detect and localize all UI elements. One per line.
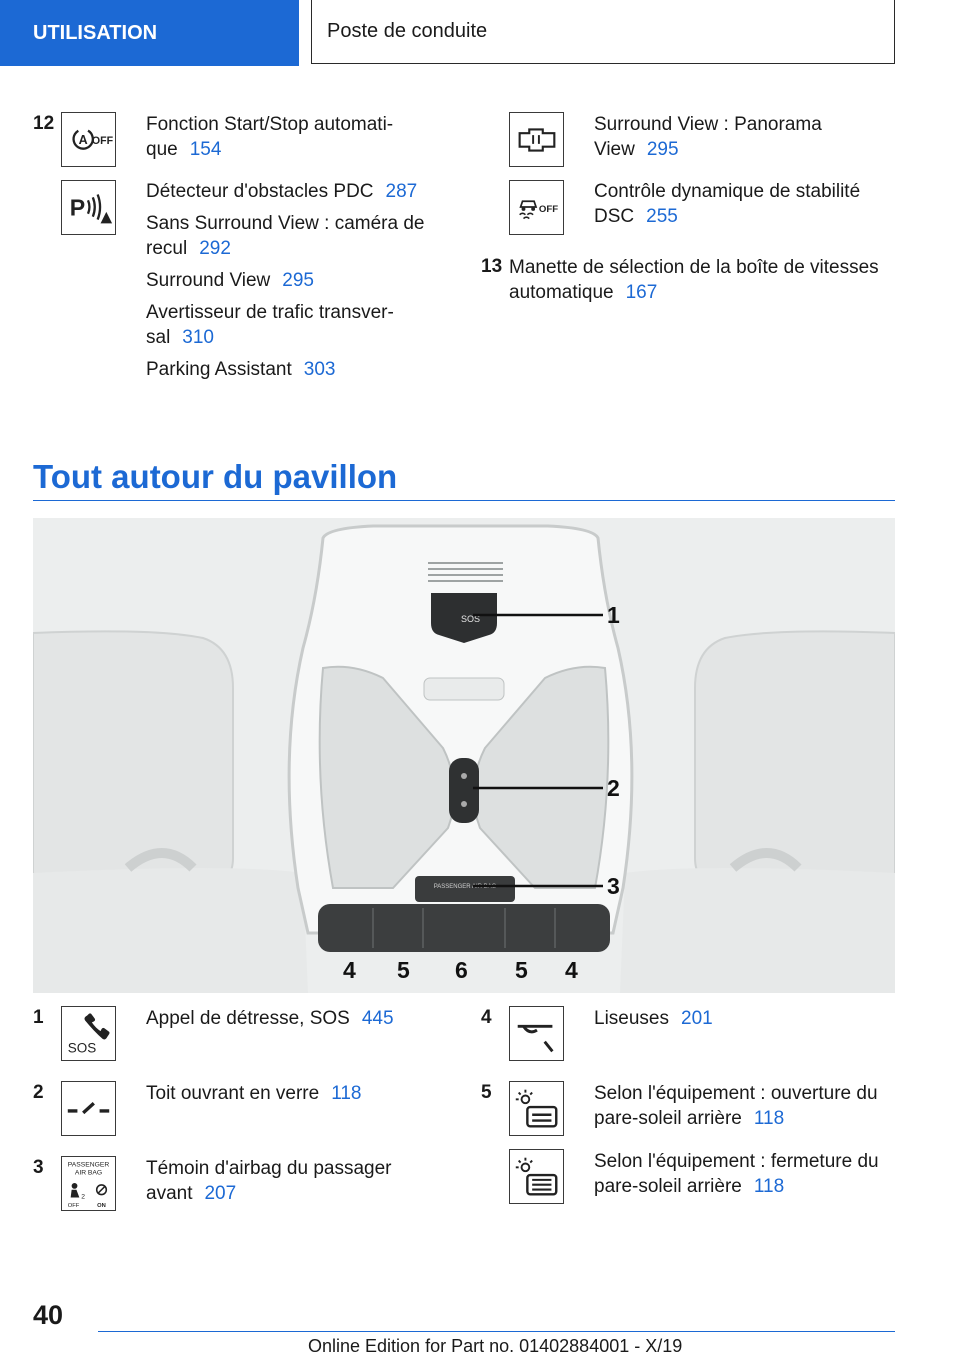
parking-assistant-entry	[146, 357, 446, 382]
glass-sunroof-icon	[61, 1081, 116, 1136]
entry-text: Parking Assistant	[146, 359, 292, 380]
page-link[interactable]: 295	[282, 270, 314, 291]
page-link[interactable]: 118	[331, 1083, 362, 1104]
entry-text: Témoin d'airbag du passager avant	[146, 1158, 392, 1204]
entry-number: 5	[481, 1082, 492, 1103]
airbag-entry	[146, 1156, 466, 1206]
overhead-console-figure	[33, 518, 895, 993]
svg-text:P: P	[69, 194, 86, 221]
entry-number: 1	[33, 1007, 44, 1028]
panorama-view-icon	[509, 112, 564, 167]
entry-number: 3	[33, 1157, 44, 1178]
section-divider	[33, 500, 895, 501]
callout-6: 6	[455, 957, 468, 983]
entry-text: Selon l'équipement : fermeture du pare-soleil arrière	[594, 1151, 879, 1197]
entry-text: Toit ouvrant en verre	[146, 1083, 320, 1104]
footer-edition: Online Edition for Part no. 01402884001 - X/19	[308, 1336, 683, 1356]
section-tab	[0, 0, 299, 66]
entry-text: Sans Surround View : caméra de recul	[146, 213, 425, 259]
svg-text:SOS: SOS	[461, 614, 481, 624]
page-link[interactable]: 303	[303, 359, 336, 380]
page-link[interactable]: 445	[361, 1008, 394, 1029]
panorama-view-entry	[594, 112, 884, 162]
camera-entry	[146, 211, 446, 261]
footer-divider	[98, 1331, 895, 1332]
surround-view-entry	[146, 268, 446, 293]
page-number: 40	[33, 1300, 64, 1330]
entry-text: Avertisseur de trafic transver- sal	[146, 302, 394, 348]
entry-text: Appel de détresse, SOS	[146, 1008, 350, 1029]
auto-start-stop-entry	[146, 112, 436, 162]
sos-entry	[146, 1006, 466, 1031]
cross-traffic-entry	[146, 300, 446, 350]
dsc-off-icon	[509, 180, 564, 235]
callout-3: 3	[607, 873, 620, 899]
entry-text: Détecteur d'obstacles PDC	[146, 181, 374, 202]
sunblind-open-entry	[594, 1081, 894, 1131]
entry-text: Manette de sélection de la boîte de vitesses automatique	[509, 257, 879, 303]
page-link[interactable]: 207	[204, 1183, 237, 1204]
page-link[interactable]: 310	[182, 327, 214, 348]
page-link[interactable]: 201	[681, 1008, 713, 1029]
svg-text:ON: ON	[97, 1203, 106, 1210]
page-link[interactable]: 295	[646, 139, 679, 160]
sunblind-close-icon	[509, 1149, 564, 1204]
entry-number: 12	[33, 113, 55, 134]
svg-text:OFF: OFF	[538, 203, 559, 215]
svg-text:PASSENGER: PASSENGER	[67, 1161, 110, 1169]
svg-text:OFF: OFF	[91, 134, 114, 147]
entry-text: Fonction Start/Stop automati- que	[146, 114, 394, 160]
callout-4-right: 4	[565, 957, 578, 983]
chapter-label: Poste de conduite	[327, 20, 488, 42]
section-title: Tout autour du pavillon	[33, 458, 398, 495]
entry-text: Selon l'équipement : ouverture du pare-soleil arrière	[594, 1083, 878, 1129]
sunblind-open-icon	[509, 1081, 564, 1136]
page-link[interactable]: 167	[625, 282, 658, 303]
section-label: UTILISATION	[33, 21, 158, 44]
pdc-entry	[146, 179, 446, 204]
sunblind-close-entry	[594, 1149, 894, 1199]
gear-selector-entry	[509, 255, 899, 305]
sos-phone-icon	[61, 1006, 116, 1061]
svg-text:SOS: SOS	[67, 1040, 97, 1056]
callout-2: 2	[607, 775, 620, 801]
reading-light-icon	[509, 1006, 564, 1061]
page-link[interactable]: 154	[189, 139, 222, 160]
entry-text: Surround View	[146, 270, 271, 291]
page-link[interactable]: 118	[753, 1176, 785, 1197]
entry-number: 2	[33, 1082, 44, 1103]
entry-text: Contrôle dynamique de stabilité DSC	[594, 181, 861, 227]
svg-text:A: A	[78, 132, 88, 147]
svg-text:OFF: OFF	[67, 1203, 80, 1210]
page-link[interactable]: 287	[385, 181, 418, 202]
entry-number: 4	[481, 1007, 492, 1028]
svg-text:PASSENGER AIR BAG: PASSENGER AIR BAG	[433, 884, 497, 890]
chapter-header	[311, 0, 895, 64]
page-link[interactable]: 118	[753, 1108, 785, 1129]
entry-text: Liseuses	[594, 1008, 669, 1029]
svg-text:AIR BAG: AIR BAG	[74, 1169, 103, 1177]
auto-start-stop-off-icon	[61, 112, 116, 167]
page-link[interactable]: 255	[646, 206, 678, 227]
passenger-airbag-icon	[61, 1156, 116, 1211]
svg-text:2: 2	[81, 1193, 86, 1201]
callout-5-left: 5	[397, 957, 410, 983]
pdc-sensor-icon	[61, 180, 116, 235]
dsc-entry	[594, 179, 894, 229]
reading-light-entry	[594, 1006, 894, 1031]
callout-4-left: 4	[343, 957, 356, 983]
overhead-console-illustration	[33, 518, 895, 993]
entry-text: Surround View : Panorama View	[594, 114, 822, 160]
entry-number: 13	[481, 256, 503, 277]
callout-5-right: 5	[515, 957, 528, 983]
callout-1: 1	[607, 602, 620, 628]
sunroof-entry	[146, 1081, 466, 1106]
page-link[interactable]: 292	[199, 238, 231, 259]
